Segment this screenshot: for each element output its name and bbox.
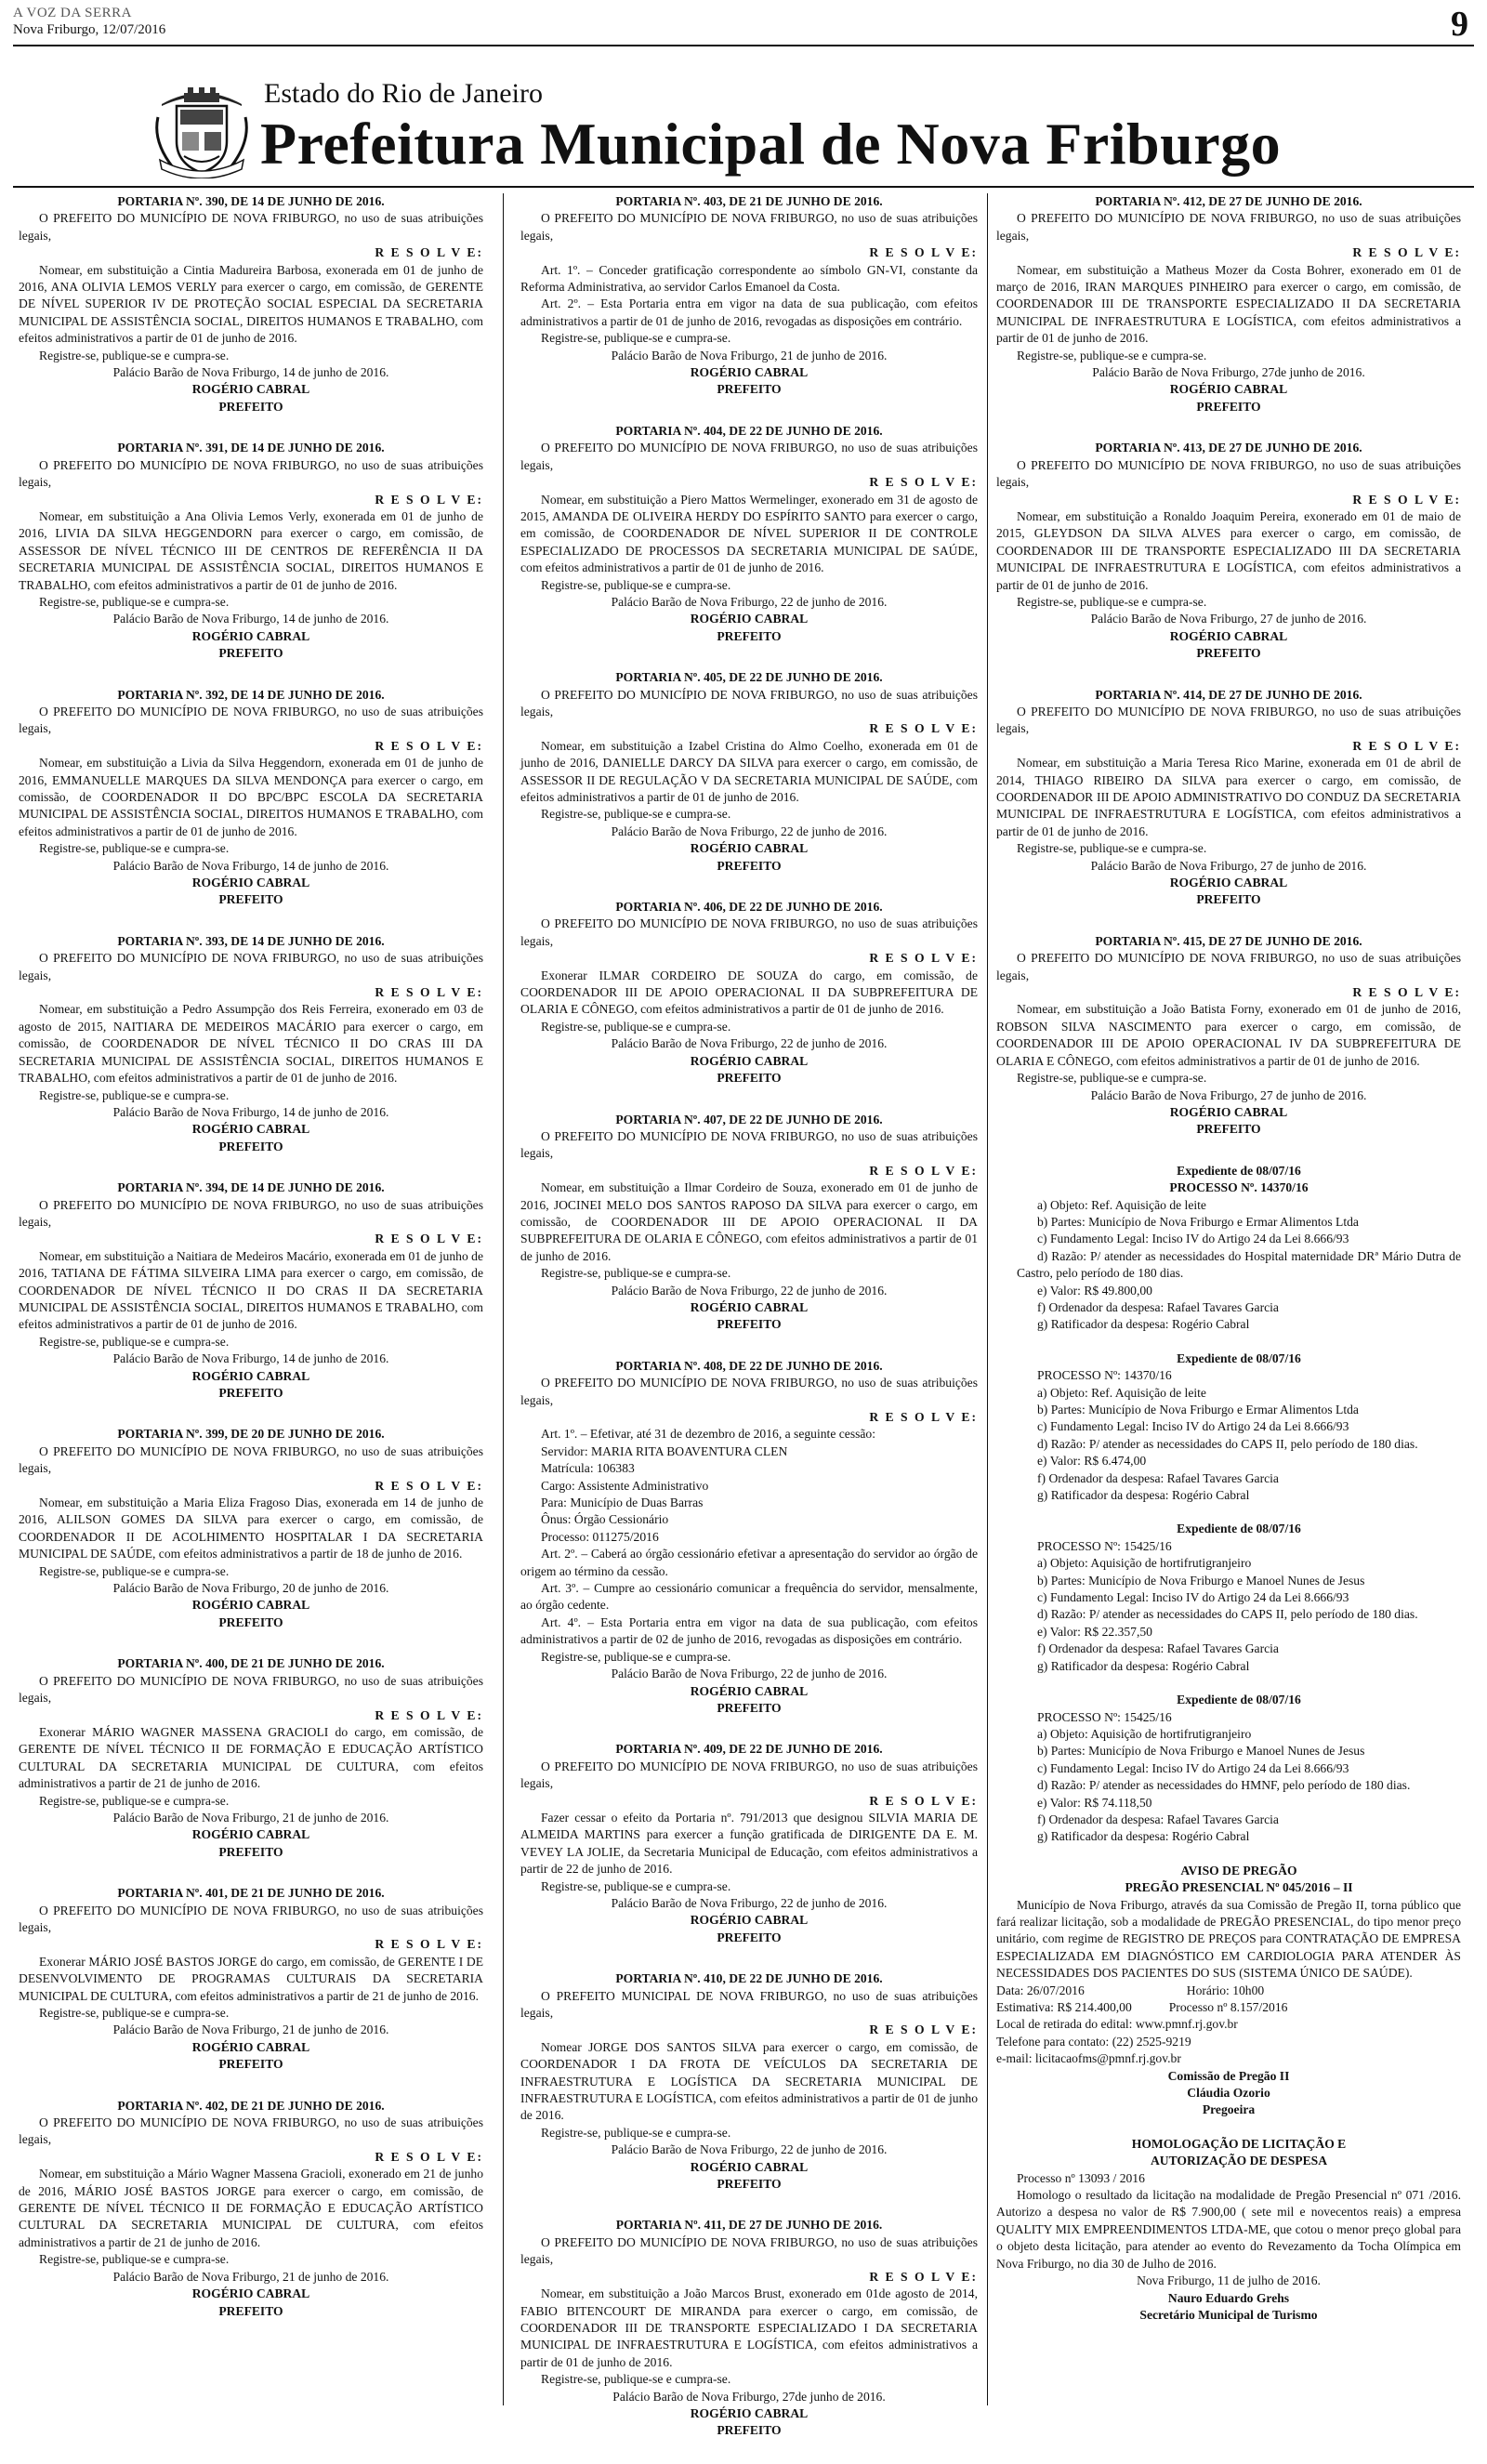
portaria-block	[19, 1426, 483, 1631]
portaria-405	[520, 669, 978, 875]
register-line: Registre-se, publique-se e cumpra-se.	[541, 331, 731, 346]
expediente-line: e) Valor: R$ 74.118,50	[1037, 1795, 1152, 1810]
signer-role: PREFEITO	[1196, 399, 1261, 414]
portaria-body: Exonerar MÁRIO JOSÉ BASTOS JORGE do cargo, em comissão, de GERENTE I DE DESENVOLVIMENTO DE PROGRAMAS CULTURAIS DA SECRETARIA MUNICIPAL DE CULTURA, com efeitos administrativos a partir de 21 de junho de 2016.	[19, 1954, 483, 2003]
portaria-opening: O PREFEITO DO MUNICÍPIO DE NOVA FRIBURGO, no uso de suas atribuições legais,	[996, 457, 1461, 490]
expediente-line: e) Valor: R$ 49.800,00	[1037, 1283, 1152, 1298]
cession-detail: Matrícula: 106383	[541, 1461, 635, 1476]
portaria-title: PORTARIA Nº. 390, DE 14 DE JUNHO DE 2016.	[117, 194, 385, 208]
aviso-phone: Telefone para contato: (22) 2525-9219	[996, 2034, 1191, 2049]
portaria-body: Nomear, em substituição a Naitiara de Medeiros Macário, exonerada em 01 de junho de 2016, TATIANA DE FÁTIMA SILVEIRA LIMA para exercer o cargo, em comissão, de COORDENADOR DE NÍVEL TÉCNICO II DO CRAS II DA SECRETARIA MUNICIPAL DE ASSISTÊNCIA SOCIAL, DIREITOS HUMANOS E TRABALHO, com efeitos administrativos a partir de 01 de junho de 2016.	[19, 1248, 483, 1332]
expediente-3	[996, 1521, 1461, 1675]
portaria-opening: O PREFEITO DO MUNICÍPIO DE NOVA FRIBURGO, no uso de suas atribuições legais,	[996, 211, 1461, 243]
portaria-block	[19, 1885, 483, 2073]
portaria-411	[520, 2217, 978, 2439]
register-line: Registre-se, publique-se e cumpra-se.	[541, 807, 731, 822]
place-date: Palácio Barão de Nova Friburgo, 22 de junho de 2016.	[611, 1667, 888, 1681]
register-line: Registre-se, publique-se e cumpra-se.	[541, 577, 731, 592]
aviso-process: Processo nº 8.157/2016	[1168, 2000, 1288, 2014]
signer-name: ROGÉRIO CABRAL	[191, 1122, 310, 1137]
signer-role: PREFEITO	[218, 1614, 283, 1629]
portaria-body: Nomear, em substituição a Mário Wagner Massena Gracioli, exonerado em 21 de junho de 2016, MÁRIO JOSÉ BASTOS JORGE para exercer o cargo, em comissão, de GERENTE DE NÍVEL TÉCNICO II DE FORMAÇÃO E EDUCAÇÃO ARTÍSTICO CULTURAL DA SECRETARIA MUNICIPAL DE CULTURA, com efeitos administrativos a partir de 21 de junho de 2016.	[19, 2167, 483, 2249]
cession-detail: Servidor: MARIA RITA BOAVENTURA CLEN	[541, 1443, 788, 1458]
homologacao-body: Homologo o resultado da licitação na modalidade de Pregão Presencial nº 071 /2016. Autorizo a despesa no valor de R$ 7.900,00 ( sete mil e novecentos reais) a empresa QUALITY MIX EMPREENDIMENTOS LTDA-ME, que cotou o menor preço global para o objeto desta licitação, para atender ao evento do Revezamento da Tocha Olímpica em Nova Friburgo, no dia 30 de Julho de 2016.	[996, 2188, 1461, 2271]
portaria-title: PORTARIA Nº. 413, DE 27 DE JUNHO DE 2016.	[1095, 441, 1362, 455]
signer-name: ROGÉRIO CABRAL	[1169, 382, 1288, 397]
portaria-opening: O PREFEITO DO MUNICÍPIO DE NOVA FRIBURGO, no uso de suas atribuições legais,	[19, 951, 483, 982]
portaria-title: PORTARIA Nº. 408, DE 22 DE JUNHO DE 2016.	[615, 1358, 883, 1373]
signer-role: PREFEITO	[218, 2303, 283, 2318]
signer-role: PREFEITO	[218, 1139, 283, 1153]
portaria-title: PORTARIA Nº. 415, DE 27 DE JUNHO DE 2016.	[1095, 933, 1362, 948]
portaria-body: Nomear, em substituição a Izabel Cristina do Almo Coelho, exonerada em 01 de junho de 2016, DANIELLE DARCY DA SILVA para exercer o cargo, em comissão, de ASSESSOR II DE REGULAÇÃO V DA SECRETARIA MUNICIPAL DE SAÚDE, com efeitos administrativos a partir de 01 de junho de 2016.	[520, 738, 978, 804]
signer-name: ROGÉRIO CABRAL	[1169, 876, 1288, 890]
portaria-409	[520, 1741, 978, 1946]
place-date: Palácio Barão de Nova Friburgo, 14 de junho de 2016.	[112, 365, 389, 380]
cession-detail: Ônus: Órgão Cessionário	[541, 1512, 669, 1527]
issue-date: Nova Friburgo, 12/07/2016	[13, 22, 166, 37]
place-date: Palácio Barão de Nova Friburgo, 22 de junho de 2016.	[611, 1283, 888, 1298]
portaria-block	[19, 1655, 483, 1861]
signer-role: PREFEITO	[1196, 892, 1261, 907]
portaria-opening: O PREFEITO DO MUNICÍPIO DE NOVA FRIBURGO, no uso de suas atribuições legais,	[520, 2234, 978, 2267]
resolve-heading: R E S O L V E:	[869, 1163, 978, 1178]
portaria-opening: O PREFEITO DO MUNICÍPIO DE NOVA FRIBURGO, no uso de suas atribuições legais,	[19, 1443, 483, 1476]
expediente-line: b) Partes: Município de Nova Friburgo e Ermar Alimentos Ltda	[1037, 1403, 1359, 1416]
resolve-heading: R E S O L V E:	[869, 2023, 978, 2037]
resolve-heading: R E S O L V E:	[1352, 492, 1461, 507]
expediente-line: g) Ratificador da despesa: Rogério Cabral	[1037, 1829, 1250, 1844]
portaria-title: PORTARIA Nº. 393, DE 14 DE JUNHO DE 2016.	[117, 933, 385, 948]
article-1: Art. 1º. – Efetivar, até 31 de dezembro de 2016, a seguinte cessão:	[541, 1427, 876, 1442]
register-line: Registre-se, publique-se e cumpra-se.	[39, 1087, 230, 1102]
signer-name: ROGÉRIO CABRAL	[1169, 628, 1288, 643]
resolve-heading: R E S O L V E:	[869, 245, 978, 260]
expediente-process: PROCESSO Nº: 15425/16	[1037, 1538, 1172, 1553]
portaria-403	[520, 193, 978, 399]
expediente-line: d) Razão: P/ atender as necessidades do Hospital maternidade DRª Mário Dutra de Castro, pelo período de 180 dias.	[1017, 1248, 1461, 1281]
homologacao	[996, 2136, 1461, 2324]
resolve-heading: R E S O L V E:	[869, 1410, 978, 1424]
signer-name: ROGÉRIO CABRAL	[690, 365, 809, 380]
portaria-opening: O PREFEITO DO MUNICÍPIO DE NOVA FRIBURGO, no uso de suas atribuições legais,	[996, 704, 1461, 736]
aviso-place: Local de retirada do edital: www.pmnf.rj.gov.br	[996, 2017, 1238, 2032]
page-title: Prefeitura Municipal de Nova Friburgo	[260, 111, 1282, 177]
resolve-heading: R E S O L V E:	[869, 2269, 978, 2284]
homologacao-subtitle: AUTORIZAÇÃO DE DESPESA	[1150, 2154, 1328, 2168]
signer-role: PREFEITO	[717, 1700, 782, 1715]
expediente-title: Expediente de 08/07/16	[1177, 1522, 1301, 1536]
signer-name: ROGÉRIO CABRAL	[191, 1598, 310, 1613]
resolve-heading: R E S O L V E:	[375, 1707, 483, 1722]
portaria-opening: O PREFEITO DO MUNICÍPIO DE NOVA FRIBURGO, no uso de suas atribuições legais,	[19, 211, 483, 243]
expediente-line: e) Valor: R$ 22.357,50	[1037, 1624, 1152, 1639]
cession-detail: Cargo: Assistente Administrativo	[541, 1478, 709, 1493]
expediente-process: PROCESSO Nº. 14370/16	[1169, 1180, 1309, 1195]
homologacao-process: Processo nº 13093 / 2016	[1017, 2170, 1145, 2185]
resolve-heading: R E S O L V E:	[375, 492, 483, 507]
place-date: Palácio Barão de Nova Friburgo, 20 de junho de 2016.	[112, 1581, 389, 1596]
commission-name: Comissão de Pregão II	[1167, 2068, 1290, 2083]
place-date: Palácio Barão de Nova Friburgo, 22 de junho de 2016.	[611, 1036, 888, 1051]
signer-name: ROGÉRIO CABRAL	[191, 1368, 310, 1383]
place-date: Palácio Barão de Nova Friburgo, 21 de junho de 2016.	[611, 348, 888, 362]
place-date: Palácio Barão de Nova Friburgo, 14 de junho de 2016.	[112, 1351, 389, 1366]
register-line: Registre-se, publique-se e cumpra-se.	[541, 2125, 731, 2140]
resolve-heading: R E S O L V E:	[375, 245, 483, 260]
signer-name: ROGÉRIO CABRAL	[191, 2286, 310, 2301]
article-3: Art. 3º. – Cumpre ao cessionário comunicar a frequência do servidor, mensalmente, ao órgão cedente.	[520, 1581, 978, 1613]
portaria-body: Nomear JORGE DOS SANTOS SILVA para exercer o cargo, em comissão, de COORDENADOR I DA FROTA DE VEÍCULOS DA SECRETARIA DE INFRAESTRUTURA E LOGÍSTICA DA SECRETARIA MUNICIPAL DE INFRAESTRUTURA E LOGÍSTICA, com efeitos administrativos a partir de 01 de junho de 2016.	[520, 2039, 978, 2123]
register-line: Registre-se, publique-se e cumpra-se.	[39, 841, 230, 856]
signer-role: PREFEITO	[218, 646, 283, 661]
signer-role: PREFEITO	[218, 1844, 283, 1859]
expediente-line: f) Ordenador da despesa: Rafael Tavares Garcia	[1037, 1470, 1279, 1485]
signer-role: Secretário Municipal de Turismo	[1139, 2307, 1318, 2322]
register-line: Registre-se, publique-se e cumpra-se.	[39, 2006, 230, 2020]
portaria-410	[520, 1970, 978, 2193]
expediente-line: g) Ratificador da despesa: Rogério Cabral	[1037, 1317, 1250, 1332]
expediente-line: b) Partes: Município de Nova Friburgo e Ermar Alimentos Ltda	[1037, 1214, 1359, 1229]
portaria-title: PORTARIA Nº. 402, DE 21 DE JUNHO DE 2016.	[117, 2098, 385, 2113]
newspaper-name: A VOZ DA SERRA	[13, 6, 132, 20]
expediente-line: f) Ordenador da despesa: Rafael Tavares Garcia	[1037, 1812, 1279, 1826]
signer-role: Pregoeira	[1202, 2102, 1256, 2117]
homologacao-title: HOMOLOGAÇÃO DE LICITAÇÃO E	[1131, 2136, 1347, 2151]
expediente-title: Expediente de 08/07/16	[1177, 1351, 1301, 1365]
signer-role: PREFEITO	[1196, 1122, 1261, 1137]
page-number: 9	[1451, 5, 1468, 44]
register-line: Registre-se, publique-se e cumpra-se.	[541, 1019, 731, 1034]
column-2	[520, 193, 978, 2464]
portaria-opening: O PREFEITO DO MUNICÍPIO DE NOVA FRIBURGO, no uso de suas atribuições legais,	[520, 1759, 978, 1791]
column-1	[19, 193, 483, 2344]
portaria-opening: O PREFEITO DO MUNICÍPIO DE NOVA FRIBURGO, no uso de suas atribuições legais,	[996, 951, 1461, 982]
signer-name: Nauro Eduardo Grehs	[1167, 2290, 1290, 2305]
aviso-pregao	[996, 1863, 1461, 2119]
aviso-date-time	[996, 1983, 1461, 1999]
place-date: Palácio Barão de Nova Friburgo, 22 de junho de 2016.	[611, 2142, 888, 2157]
portaria-title: PORTARIA Nº. 392, DE 14 DE JUNHO DE 2016.	[117, 687, 385, 702]
expediente-line: a) Objeto: Ref. Aquisição de leite	[1037, 1197, 1206, 1212]
expediente-line: c) Fundamento Legal: Inciso IV do Artigo 24 da Lei 8.666/93	[1037, 1419, 1349, 1434]
portaria-body: Nomear, em substituição a João Marcos Brust, exonerado em 01de agosto de 2014, FABIO BITENCOURT DE MIRANDA para exercer o cargo, em comissão, de COORDENADOR III DE TRANSPORTE ESPECIALIZADO I DA SECRETARIA MUNICIPAL DE INFRAESTRUTURA E LOGÍSTICA, com efeitos administrativos a partir de 01 de junho de 2016.	[520, 2286, 978, 2369]
signer-role: PREFEITO	[717, 1317, 782, 1332]
portaria-408	[520, 1358, 978, 1718]
register-line: Registre-se, publique-se e cumpra-se.	[1017, 841, 1207, 856]
register-line: Registre-se, publique-se e cumpra-se.	[541, 1649, 731, 1664]
register-line: Registre-se, publique-se e cumpra-se.	[541, 1266, 731, 1281]
portaria-opening: O PREFEITO DO MUNICÍPIO DE NOVA FRIBURGO, no uso de suas atribuições legais,	[19, 1197, 483, 1229]
register-line: Registre-se, publique-se e cumpra-se.	[39, 1793, 230, 1808]
place-date: Palácio Barão de Nova Friburgo, 22 de junho de 2016.	[611, 1895, 888, 1910]
portaria-block	[19, 2098, 483, 2320]
portaria-body: Nomear, em substituição a Maria Eliza Fragoso Dias, exonerada em 14 de junho de 2016, ALILSON GOMES DA SILVA para exercer o cargo, em comissão, de COORDENADOR II DE ACOLHIMENTO HOSPITALAR I DA SECRETARIA MUNICIPAL DE SAÚDE, com efeitos administrativos a partir de 18 de junho de 2016.	[19, 1496, 483, 1561]
expediente-title: Expediente de 08/07/16	[1177, 1693, 1301, 1707]
portaria-title: PORTARIA Nº. 401, DE 21 DE JUNHO DE 2016.	[117, 1886, 385, 1901]
place-date: Palácio Barão de Nova Friburgo, 27de junho de 2016.	[612, 2389, 886, 2404]
portaria-407	[520, 1112, 978, 1334]
expediente-process: PROCESSO Nº: 14370/16	[1037, 1368, 1172, 1383]
portaria-title: PORTARIA Nº. 394, DE 14 DE JUNHO DE 2016.	[117, 1180, 385, 1195]
portaria-block	[19, 1179, 483, 1402]
signer-role: PREFEITO	[1196, 646, 1261, 661]
signer-role: PREFEITO	[218, 1386, 283, 1400]
portaria-415	[996, 933, 1461, 1139]
resolve-heading: R E S O L V E:	[1352, 738, 1461, 753]
portaria-body: Exonerar ILMAR CORDEIRO DE SOUZA do cargo, em comissão, de COORDENADOR III DE APOIO OPERACIONAL II DA SUBPREFEITURA DE OLARIA E CÔNEGO, com efeitos administrativos a partir de 01 de junho de 2016.	[520, 968, 978, 1017]
expediente-line: c) Fundamento Legal: Inciso IV do Artigo 24 da Lei 8.666/93	[1037, 1760, 1349, 1775]
register-line: Registre-se, publique-se e cumpra-se.	[541, 1878, 731, 1893]
signer-name: ROGÉRIO CABRAL	[690, 2405, 809, 2420]
expediente-line: e) Valor: R$ 6.474,00	[1037, 1454, 1147, 1469]
portaria-body: Nomear, em substituição a Ilmar Cordeiro de Souza, exonerado em 01 de junho de 2016, JOCINEI MELO DOS SANTOS RAPOSO DA SILVA para exercer o cargo, em comissão, de COORDENADOR III DE APOIO OPERACIONAL II DA SUBPREFEITURA DE OLARIA E CÔNEGO, com efeitos administrativos a partir de 01 de junho de 2016.	[520, 1180, 978, 1263]
portaria-title: PORTARIA Nº. 410, DE 22 DE JUNHO DE 2016.	[615, 1971, 883, 1986]
portaria-block	[19, 687, 483, 909]
portaria-body: Fazer cessar o efeito da Portaria nº. 791/2013 que designou SILVIA MARIA DE ALMEIDA MARTINS para exercer a função gratificada de DIRIGENTE DA E. M. VEVEY LA JOLIE, da Secretaria Municipal de Educação, com efeitos administrativos a partir de 22 de junho de 2016.	[520, 1810, 978, 1877]
expediente-2	[996, 1351, 1461, 1505]
expediente-line: g) Ratificador da despesa: Rogério Cabral	[1037, 1658, 1250, 1673]
portaria-title: PORTARIA Nº. 400, DE 21 DE JUNHO DE 2016.	[117, 1656, 385, 1671]
resolve-heading: R E S O L V E:	[375, 985, 483, 1000]
register-line: Registre-se, publique-se e cumpra-se.	[39, 348, 230, 362]
signer-name: ROGÉRIO CABRAL	[690, 1299, 809, 1314]
expediente-line: a) Objeto: Aquisição de hortifrutigranjeiro	[1037, 1556, 1252, 1571]
signer-name: ROGÉRIO CABRAL	[191, 876, 310, 890]
signer-role: PREFEITO	[218, 399, 283, 414]
expediente-line: f) Ordenador da despesa: Rafael Tavares Garcia	[1037, 1641, 1279, 1656]
register-line: Registre-se, publique-se e cumpra-se.	[39, 1334, 230, 1349]
expediente-line: b) Partes: Município de Nova Friburgo e Manoel Nunes de Jesus	[1037, 1573, 1365, 1588]
portaria-opening: O PREFEITO DO MUNICÍPIO DE NOVA FRIBURGO, no uso de suas atribuições legais,	[19, 704, 483, 736]
portaria-body: Nomear, em substituição a Pedro Assumpção dos Reis Ferreira, exonerado em 03 de agosto de 2015, NAITIARA DE MEDEIROS MACÁRIO para exercer o cargo, em comissão, de COORDENADOR DE NÍVEL TÉCNICO II DO CRAS III DA SECRETARIA MUNICIPAL DE ASSISTÊNCIA SOCIAL, DIREITOS HUMANOS E TRABALHO, com efeitos administrativos a partir de 01 de junho de 2016.	[19, 1002, 483, 1086]
portaria-block	[19, 193, 483, 415]
portaria-opening: O PREFEITO MUNICIPAL DE NOVA FRIBURGO, no uso de suas atribuições legais,	[520, 1988, 978, 2020]
place-date: Palácio Barão de Nova Friburgo, 14 de junho de 2016.	[112, 612, 389, 626]
portaria-opening: O PREFEITO DO MUNICÍPIO DE NOVA FRIBURGO, no uso de suas atribuições legais,	[520, 441, 978, 472]
expediente-line: d) Razão: P/ atender as necessidades do CAPS II, pelo período de 180 dias.	[1037, 1607, 1418, 1622]
register-line: Registre-se, publique-se e cumpra-se.	[541, 2372, 731, 2387]
portaria-404	[520, 423, 978, 645]
portaria-title: PORTARIA Nº. 406, DE 22 DE JUNHO DE 2016.	[615, 900, 883, 915]
signer-name: ROGÉRIO CABRAL	[690, 841, 809, 856]
state-name: Estado do Rio de Janeiro	[264, 78, 543, 109]
portaria-body: Nomear, em substituição a Maria Teresa Rico Marine, exonerada em 01 de abril de 2014, THIAGO RIBEIRO DA SILVA para exercer o cargo, em comissão, de COORDENADOR III DE APOIO ADMINISTRATIVO DO CONDUZ DA SECRETARIA MUNICIPAL DE INFRAESTRUTURA E LOGÍSTICA, com efeitos administrativos a partir de 01 de junho de 2016.	[996, 756, 1461, 838]
expediente-line: d) Razão: P/ atender as necessidades do HMNF, pelo período de 180 dias.	[1037, 1778, 1411, 1793]
place-date: Palácio Barão de Nova Friburgo, 14 de junho de 2016.	[112, 1104, 389, 1119]
place-date: Palácio Barão de Nova Friburgo, 27 de junho de 2016.	[1090, 1087, 1367, 1102]
portaria-opening: O PREFEITO DO MUNICÍPIO DE NOVA FRIBURGO, no uso de suas atribuições legais,	[19, 457, 483, 490]
portaria-body: Nomear, em substituição a Ana Olivia Lemos Verly, exonerada em 01 de junho de 2016, LIVIA DA SILVA HEGGENDORN para exercer o cargo, em comissão, de ASSESSOR DE NÍVEL TÉCNICO III DE CENTROS DE REFERÊNCIA II DA SECRETARIA MUNICIPAL DE ASSISTÊNCIA SOCIAL, DIREITOS HUMANOS E TRABALHO, com efeitos administrativos a partir de 01 de junho de 2016.	[19, 508, 483, 592]
article-1: Art. 1º. – Conceder gratificação correspondente ao símbolo GN-VI, constante da Reforma Administrativa, ao servidor Carlos Emanoel da Costa.	[520, 262, 978, 295]
expediente-line: c) Fundamento Legal: Inciso IV do Artigo 24 da Lei 8.666/93	[1037, 1590, 1349, 1605]
portaria-title: PORTARIA Nº. 405, DE 22 DE JUNHO DE 2016.	[615, 670, 883, 685]
aviso-email: e-mail: licitacaofms@pmnf.rj.gov.br	[996, 2051, 1181, 2066]
signer-role: PREFEITO	[717, 2177, 782, 2192]
signer-name: ROGÉRIO CABRAL	[690, 612, 809, 626]
place-date: Nova Friburgo, 11 de julho de 2016.	[1137, 2273, 1321, 2288]
portaria-title: PORTARIA Nº. 412, DE 27 DE JUNHO DE 2016.	[1095, 194, 1362, 208]
portaria-412	[996, 193, 1461, 415]
portaria-title: PORTARIA Nº. 399, DE 20 DE JUNHO DE 2016.	[117, 1427, 385, 1442]
portaria-title: PORTARIA Nº. 409, DE 22 DE JUNHO DE 2016.	[615, 1742, 883, 1757]
resolve-heading: R E S O L V E:	[1352, 245, 1461, 260]
aviso-title: AVISO DE PREGÃO	[1180, 1863, 1297, 1878]
signer-name: ROGÉRIO CABRAL	[690, 1683, 809, 1698]
resolve-heading: R E S O L V E:	[869, 721, 978, 736]
portaria-opening: O PREFEITO DO MUNICÍPIO DE NOVA FRIBURGO, no uso de suas atribuições legais,	[520, 1376, 978, 1407]
register-line: Registre-se, publique-se e cumpra-se.	[39, 594, 230, 609]
place-date: Palácio Barão de Nova Friburgo, 27 de junho de 2016.	[1090, 858, 1367, 873]
resolve-heading: R E S O L V E:	[869, 1793, 978, 1808]
signer-role: PREFEITO	[717, 628, 782, 643]
portaria-body: Nomear, em substituição a João Batista Forny, exonerado em 01 de junho de 2016, ROBSON SILVA NASCIMENTO para exercer o cargo, em comissão, de COORDENADOR III DE APOIO OPERACIONAL IV DA SUBPREFEITURA DE OLARIA E CÔNEGO, com efeitos administrativos a partir de 01 de junho de 2016.	[996, 1002, 1461, 1068]
portaria-body: Exonerar MÁRIO WAGNER MASSENA GRACIOLI do cargo, em comissão, de GERENTE DE NÍVEL TÉCNICO II DE FORMAÇÃO E EDUCAÇÃO ARTÍSTICO CULTURAL DA SECRETARIA MUNICIPAL DE CULTURA, com efeitos administrativos a partir de 21 de junho de 2016.	[19, 1724, 483, 1791]
cession-detail: Para: Município de Duas Barras	[541, 1496, 704, 1510]
signer-role: PREFEITO	[218, 2057, 283, 2072]
resolve-heading: R E S O L V E:	[1352, 985, 1461, 1000]
place-date: Palácio Barão de Nova Friburgo, 27de junho de 2016.	[1092, 365, 1365, 380]
place-date: Palácio Barão de Nova Friburgo, 22 de junho de 2016.	[611, 594, 888, 609]
signer-role: PREFEITO	[717, 1071, 782, 1086]
expediente-title: Expediente de 08/07/16	[1177, 1163, 1301, 1178]
portaria-body: Nomear, em substituição a Ronaldo Joaquim Pereira, exonerado em 01 de maio de 2015, GLEYDSON DA SILVA ALVES para exercer o cargo, em comissão, de COORDENADOR III DE TRANSPORTE ESPECIALIZADO III DA SECRETARIA MUNICIPAL DE INFRAESTRUTURA E LOGÍSTICA, com efeitos administrativos a partir de 01 de junho de 2016.	[996, 508, 1461, 592]
portaria-title: PORTARIA Nº. 391, DE 14 DE JUNHO DE 2016.	[117, 441, 385, 455]
expediente-line: a) Objeto: Ref. Aquisição de leite	[1037, 1385, 1206, 1400]
register-line: Registre-se, publique-se e cumpra-se.	[39, 1563, 230, 1578]
portaria-body: Nomear, em substituição a Matheus Mozer da Costa Bohrer, exonerado em 01 de março de 2016, IRAN MARQUES PINHEIRO para exercer o cargo, em comissão, de COORDENADOR III DE TRANSPORTE ESPECIALIZADO II DA SECRETARIA MUNICIPAL DE INFRAESTRUTURA E LOGÍSTICA, com efeitos administrativos a partir de 01 de junho de 2016.	[996, 262, 1461, 346]
masthead	[13, 48, 1474, 188]
article-2: Art. 2º. – Esta Portaria entra em vigor na data de sua publicação, com efeitos administrativos a partir de 01 de junho de 2016, revogadas as disposições em contrário.	[520, 296, 978, 328]
signer-name: ROGÉRIO CABRAL	[1169, 1104, 1288, 1119]
aviso-time: Horário: 10h00	[1186, 1983, 1265, 1997]
coat-of-arms-icon	[152, 86, 251, 178]
place-date: Palácio Barão de Nova Friburgo, 14 de junho de 2016.	[112, 858, 389, 873]
portaria-opening: O PREFEITO DO MUNICÍPIO DE NOVA FRIBURGO, no uso de suas atribuições legais,	[520, 211, 978, 243]
resolve-heading: R E S O L V E:	[869, 951, 978, 966]
register-line: Registre-se, publique-se e cumpra-se.	[1017, 594, 1207, 609]
aviso-estimate-process	[996, 1999, 1461, 2016]
resolve-heading: R E S O L V E:	[375, 738, 483, 753]
portaria-opening: O PREFEITO DO MUNICÍPIO DE NOVA FRIBURGO, no uso de suas atribuições legais,	[520, 1128, 978, 1161]
signer-name: ROGÉRIO CABRAL	[690, 2159, 809, 2174]
signer-name: ROGÉRIO CABRAL	[191, 2039, 310, 2054]
signer-name: ROGÉRIO CABRAL	[191, 1827, 310, 1842]
portaria-opening: O PREFEITO DO MUNICÍPIO DE NOVA FRIBURGO, no uso de suas atribuições legais,	[19, 2115, 483, 2147]
place-date: Palácio Barão de Nova Friburgo, 21 de junho de 2016.	[112, 1810, 389, 1825]
portaria-opening: O PREFEITO DO MUNICÍPIO DE NOVA FRIBURGO, no uso de suas atribuições legais,	[520, 916, 978, 948]
portaria-block	[19, 933, 483, 1155]
expediente-1	[996, 1163, 1461, 1334]
place-date: Palácio Barão de Nova Friburgo, 27 de junho de 2016.	[1090, 612, 1367, 626]
portaria-opening: O PREFEITO DO MUNICÍPIO DE NOVA FRIBURGO, no uso de suas atribuições legais,	[520, 687, 978, 718]
aviso-date: Data: 26/07/2016	[996, 1983, 1085, 1997]
register-line: Registre-se, publique-se e cumpra-se.	[39, 2252, 230, 2267]
place-date: Palácio Barão de Nova Friburgo, 22 de junho de 2016.	[611, 824, 888, 838]
portaria-body: Nomear, em substituição a Livia da Silva Heggendorn, exonerada em 01 de junho de 2016, EMMANUELLE MARQUES DA SILVA MENDONÇA para exercer o cargo, em comissão, de COORDENADOR II DO BPC/BPC ESCOLA DA SECRETARIA MUNICIPAL DE ASSISTÊNCIA SOCIAL, DIREITOS HUMANOS E TRABALHO, com efeitos administrativos a partir de 01 de junho de 2016.	[19, 756, 483, 838]
resolve-heading: R E S O L V E:	[375, 1478, 483, 1493]
expediente-line: f) Ordenador da despesa: Rafael Tavares Garcia	[1037, 1299, 1279, 1314]
aviso-body: Município de Nova Friburgo, através da sua Comissão de Pregão II, torna público que fará realizar licitação, sob a modalidade de PREGÃO PRESENCIAL, do tipo menor preço unitário, com regime de REGISTRO DE PREÇOS para CONTRATAÇÃO DE EMPRESA ESPECIALIZADA EM DIAGNÓSTICO EM CARDIOLOGIA PARA ATENDER ÀS NECESSIDADES DOS PACIENTES DO SUS (SISTEMA ÚNICO DE SAÚDE).	[996, 1897, 1461, 1981]
signer-name: ROGÉRIO CABRAL	[690, 1053, 809, 1068]
portaria-title: PORTARIA Nº. 414, DE 27 DE JUNHO DE 2016.	[1095, 687, 1362, 702]
signer-name: Cláudia Ozorio	[1187, 2086, 1270, 2101]
signer-name: ROGÉRIO CABRAL	[191, 628, 310, 643]
portaria-opening: O PREFEITO DO MUNICÍPIO DE NOVA FRIBURGO, no uso de suas atribuições legais,	[19, 1903, 483, 1934]
column-3	[996, 193, 1461, 2348]
expediente-line: a) Objeto: Aquisição de hortifrutigranjeiro	[1037, 1726, 1252, 1741]
signer-name: ROGÉRIO CABRAL	[191, 382, 310, 397]
expediente-line: g) Ratificador da despesa: Rogério Cabral	[1037, 1488, 1250, 1503]
expediente-process: PROCESSO Nº: 15425/16	[1037, 1709, 1172, 1724]
portaria-414	[996, 687, 1461, 909]
portaria-body: Nomear, em substituição a Cintia Madureira Barbosa, exonerada em 01 de junho de 2016, ANA OLIVIA LEMOS VERLY para exercer o cargo, em comissão, de GERENTE DE NÍVEL SUPERIOR IV DE PROTEÇÃO SOCIAL ESPECIAL DA SECRETARIA MUNICIPAL DE ASSISTÊNCIA SOCIAL, DIREITOS HUMANOS E TRABALHO, com efeitos administrativos a partir de 01 de junho de 2016.	[19, 262, 483, 346]
portaria-opening: O PREFEITO DO MUNICÍPIO DE NOVA FRIBURGO, no uso de suas atribuições legais,	[19, 1673, 483, 1706]
expediente-line: b) Partes: Município de Nova Friburgo e Manoel Nunes de Jesus	[1037, 1744, 1365, 1759]
resolve-heading: R E S O L V E:	[375, 1232, 483, 1246]
resolve-heading: R E S O L V E:	[375, 2149, 483, 2164]
portaria-title: PORTARIA Nº. 404, DE 22 DE JUNHO DE 2016.	[615, 423, 883, 438]
portaria-406	[520, 899, 978, 1087]
article-2: Art. 2º. – Caberá ao órgão cessionário efetivar a apresentação do servidor ao órgão de origem ao término da cessão.	[520, 1547, 978, 1578]
portaria-title: PORTARIA Nº. 403, DE 21 DE JUNHO DE 2016.	[615, 194, 883, 208]
portaria-body: Nomear, em substituição a Piero Mattos Wermelinger, exonerado em 31 de agosto de 2015, AMANDA DE OLIVEIRA HERDY DO ESPÍRITO SANTO para exercer o cargo, em comissão, de COORDENADOR DE NÍVEL SUPERIOR II DE CONTROLE ESPECIALIZADO DE PROCESSOS DA SECRETARIA MUNICIPAL DE SAÚDE, com efeitos administrativos a partir de 01 de junho de 2016.	[520, 492, 978, 575]
register-line: Registre-se, publique-se e cumpra-se.	[1017, 1071, 1207, 1086]
signer-role: PREFEITO	[218, 892, 283, 907]
portaria-413	[996, 440, 1461, 662]
signer-name: ROGÉRIO CABRAL	[690, 1913, 809, 1928]
cession-detail: Processo: 011275/2016	[541, 1529, 659, 1544]
article-4: Art. 4º. – Esta Portaria entra em vigor na data de sua publicação, com efeitos administrativos a partir de 02 de junho de 2016, revogadas as disposições em contrário.	[520, 1614, 978, 1647]
expediente-line: d) Razão: P/ atender as necessidades do CAPS II, pelo período de 180 dias.	[1037, 1436, 1418, 1451]
signer-role: PREFEITO	[717, 382, 782, 397]
signer-role: PREFEITO	[717, 858, 782, 873]
place-date: Palácio Barão de Nova Friburgo, 21 de junho de 2016.	[112, 2269, 389, 2284]
signer-role: PREFEITO	[717, 2423, 782, 2438]
column-divider	[987, 193, 988, 2405]
portaria-title: PORTARIA Nº. 407, DE 22 DE JUNHO DE 2016.	[615, 1112, 883, 1127]
aviso-subtitle: PREGÃO PRESENCIAL Nº 045/2016 – II	[1125, 1880, 1353, 1895]
place-date: Palácio Barão de Nova Friburgo, 21 de junho de 2016.	[112, 2023, 389, 2037]
register-line: Registre-se, publique-se e cumpra-se.	[1017, 348, 1207, 362]
expediente-4	[996, 1692, 1461, 1846]
resolve-heading: R E S O L V E:	[869, 475, 978, 490]
aviso-estimate: Estimativa: R$ 214.400,00	[996, 2000, 1132, 2014]
signer-role: PREFEITO	[717, 1930, 782, 1944]
newspaper-header	[13, 4, 1474, 46]
expediente-line: c) Fundamento Legal: Inciso IV do Artigo 24 da Lei 8.666/93	[1037, 1232, 1349, 1246]
portaria-block	[19, 440, 483, 662]
resolve-heading: R E S O L V E:	[375, 1937, 483, 1952]
column-divider	[503, 193, 504, 2405]
portaria-title: PORTARIA Nº. 411, DE 27 DE JUNHO DE 2016.	[615, 2218, 883, 2233]
